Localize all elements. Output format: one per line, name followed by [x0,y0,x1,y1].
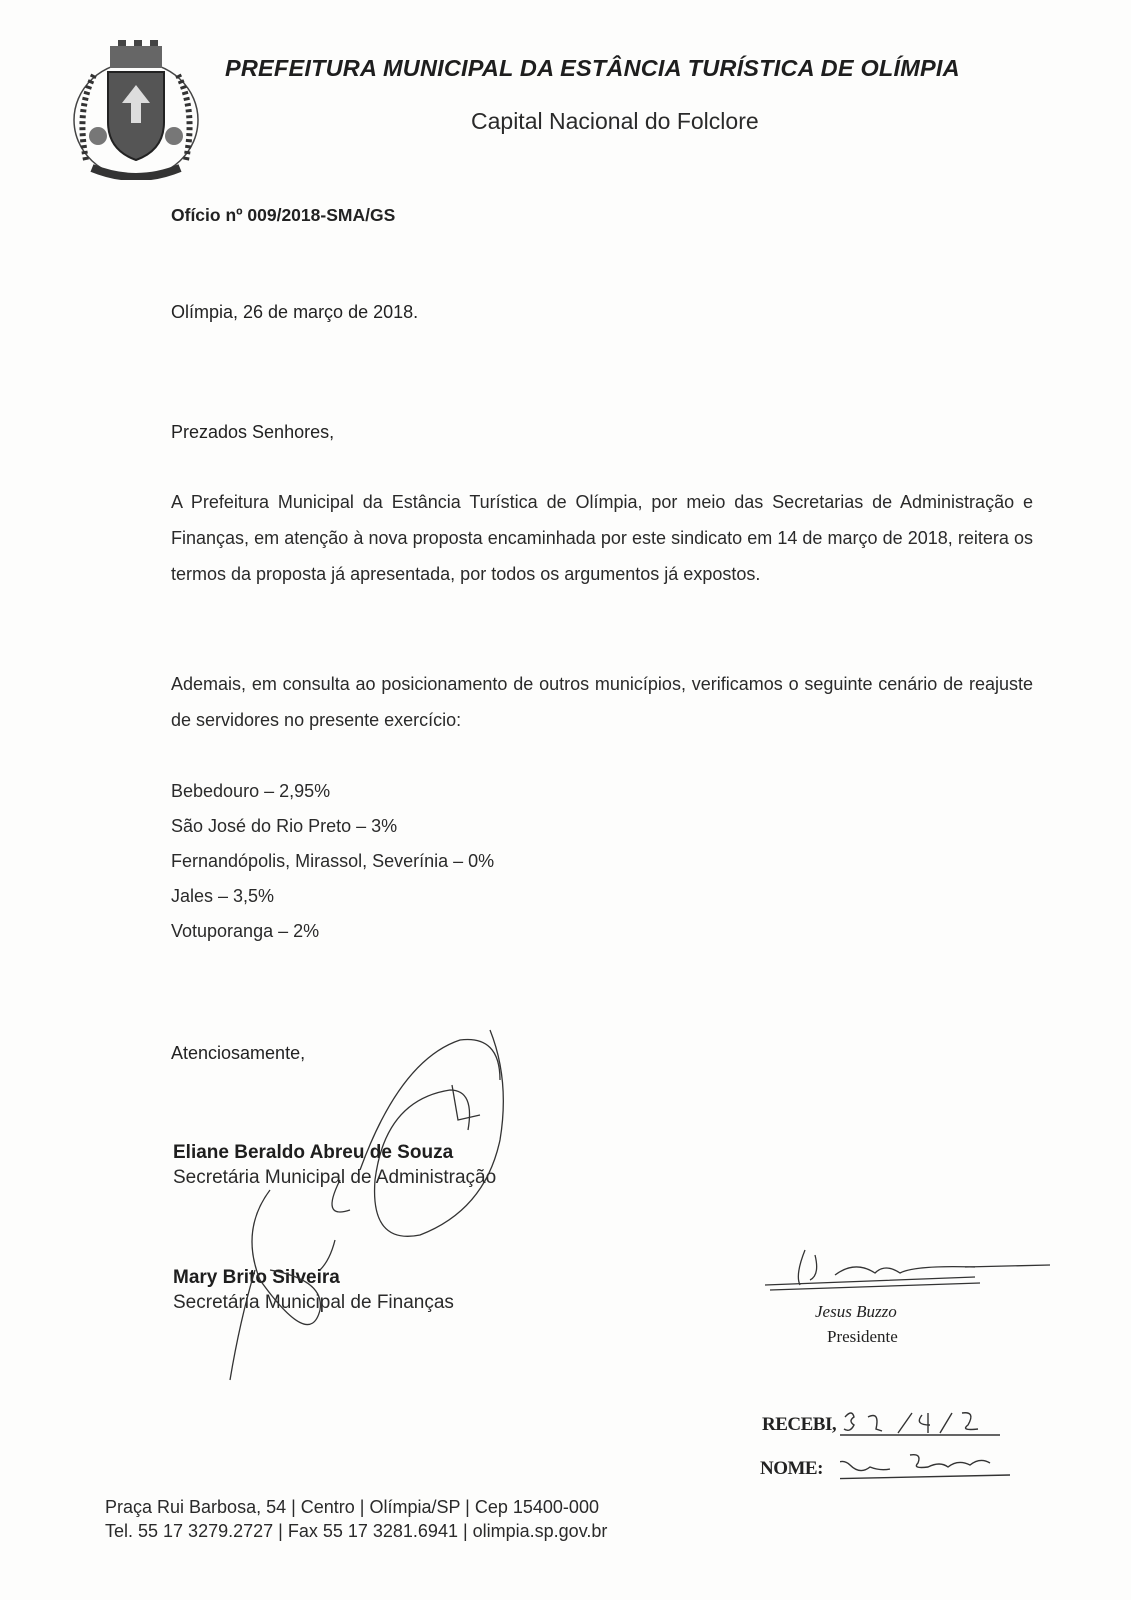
list-item: Jales – 3,5% [171,886,275,906]
paragraph: A Prefeitura Municipal da Estância Turística de Olímpia, por meio das Secretarias de Administração e Finanças, em atenção à nova proposta encaminhada por este sindicato em 14 de março de 2018, reitera os termos da proposta já apresentada, por todos os argumentos já expostos. [171,492,1033,584]
signatory-role: Secretária Municipal de Administração [173,1167,497,1188]
name-label: NOME: [760,1458,823,1479]
footer-contact: Tel. 55 17 3279.2727 | Fax 55 17 3281.6941 | olimpia.sp.gov.br [105,1521,608,1541]
date-line: Olímpia, 26 de março de 2018. [171,302,419,322]
header-subtitle: Capital Nacional do Folclore [471,108,759,134]
received-label: RECEBI, [762,1414,837,1435]
salutation: Prezados Senhores, [171,422,335,442]
handwritten-stamp-entries [840,1395,1020,1495]
handwritten-signature [200,1020,540,1400]
handwritten-signature [765,1245,1065,1305]
receipt-name: Jesus Buzzo [815,1302,897,1321]
paragraph: Ademais, em consulta ao posicionamento de outros municípios, verificamos o seguinte cenário de reajuste de servidores no presente exercício: [171,674,1033,730]
footer-address: Praça Rui Barbosa, 54 | Centro | Olímpia/SP | Cep 15400-000 [105,1497,599,1517]
document-reference: Ofício nº 009/2018-SMA/GS [171,205,396,225]
coat-of-arms-icon [72,40,200,180]
closing: Atenciosamente, [171,1043,306,1063]
adjustment-list [171,780,494,955]
header-title: PREFEITURA MUNICIPAL DA ESTÂNCIA TURÍSTICA DE OLÍMPIA [225,55,960,81]
list-item: Bebedouro – 2,95% [171,781,331,801]
list-item: Votuporanga – 2% [171,921,320,941]
signatory-name: Eliane Beraldo Abreu de Souza [173,1142,454,1163]
list-item: São José do Rio Preto – 3% [171,816,398,836]
receipt-title: Presidente [827,1327,898,1346]
signatory-name: Mary Brito Silveira [173,1267,340,1288]
signatory-role: Secretária Municipal de Finanças [173,1292,454,1313]
list-item: Fernandópolis, Mirassol, Severínia – 0% [171,851,495,871]
